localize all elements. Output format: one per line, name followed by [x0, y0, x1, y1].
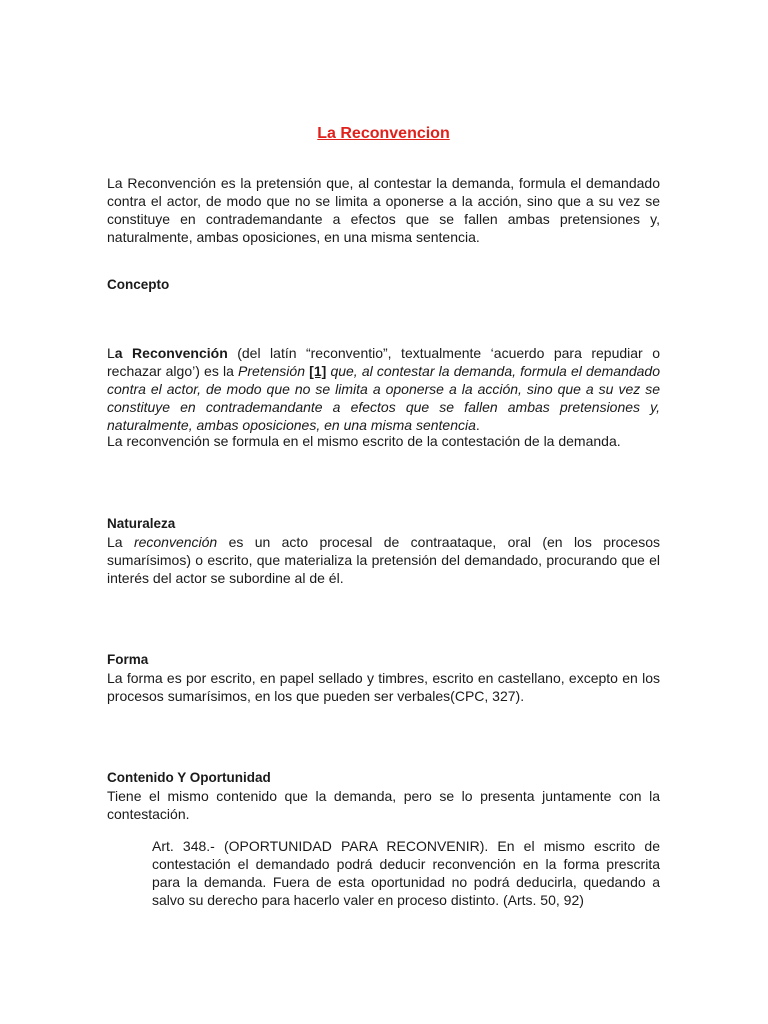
concepto-pretension: Pretensión — [238, 363, 305, 379]
concepto-etymology: (del latín “reconventio”, textualmente ‘acuerdo para repudiar o rechazar algo’) es la — [107, 345, 660, 379]
footnote-ref-link[interactable]: [1] — [309, 363, 327, 379]
concepto-term: a Reconvención — [114, 345, 228, 361]
naturaleza-term: reconvención — [133, 534, 218, 550]
concepto-heading: Concepto — [107, 277, 170, 292]
naturaleza-paragraph — [107, 533, 660, 587]
forma-heading: Forma — [107, 652, 149, 667]
naturaleza-lead: La — [107, 534, 134, 550]
contenido-paragraph: Tiene el mismo contenido que la demanda, pero se lo presenta juntamente con la contestación. — [107, 788, 660, 822]
concepto-definition: que, al contestar la demanda, formula el demandado contra el actor, de modo que no se limita a oponerse a la acción, sino que a su vez se constituye en contrademandante a efectos que se fallen ambas pretensiones y, naturalmente, ambas oposiciones, en una misma sentencia — [107, 363, 661, 433]
forma-paragraph: La forma es por escrito, en papel sellado y timbres, escrito en castellano, excepto en los procesos sumarísimos, en los que pueden ser verbales(CPC, 327). — [107, 670, 660, 704]
naturaleza-heading: Naturaleza — [107, 516, 176, 531]
concepto-paragraph — [107, 344, 660, 434]
intro-paragraph: La Reconvención es la pretensión que, al contestar la demanda, formula el demandado contra el actor, de modo que no se limita a oponerse a la acción, sino que a su vez se constituye en contrademandante a efectos que se fallen ambas pretensiones y, naturalmente, ambas oposiciones, en una misma sentencia. — [107, 175, 660, 245]
document-page — [107, 0, 660, 1024]
naturaleza-text: es un acto procesal de contraataque, oral (en los procesos sumarísimos) o escrito, que materializa la pretensión del demandado, procurando que el interés del actor se subordine al de él. — [107, 534, 661, 586]
document-title: La Reconvencion — [317, 125, 450, 142]
contenido-heading: Contenido Y Oportunidad — [107, 770, 271, 785]
article-quote: Art. 348.- (OPORTUNIDAD PARA RECONVENIR). En el mismo escrito de contestación el demandado podrá deducir reconvención en la forma prescrita para la demanda. Fuera de esta oportunidad no podrá deducirla, quedando a salvo su derecho para hacerlo valer en proceso distinto. (Arts. 50, 92) — [152, 838, 660, 908]
concepto-period: . — [475, 417, 480, 433]
concepto-second-line: La reconvención se formula en el mismo escrito de la contestación de la demanda. — [107, 433, 621, 449]
concepto-lead: L — [107, 345, 115, 361]
